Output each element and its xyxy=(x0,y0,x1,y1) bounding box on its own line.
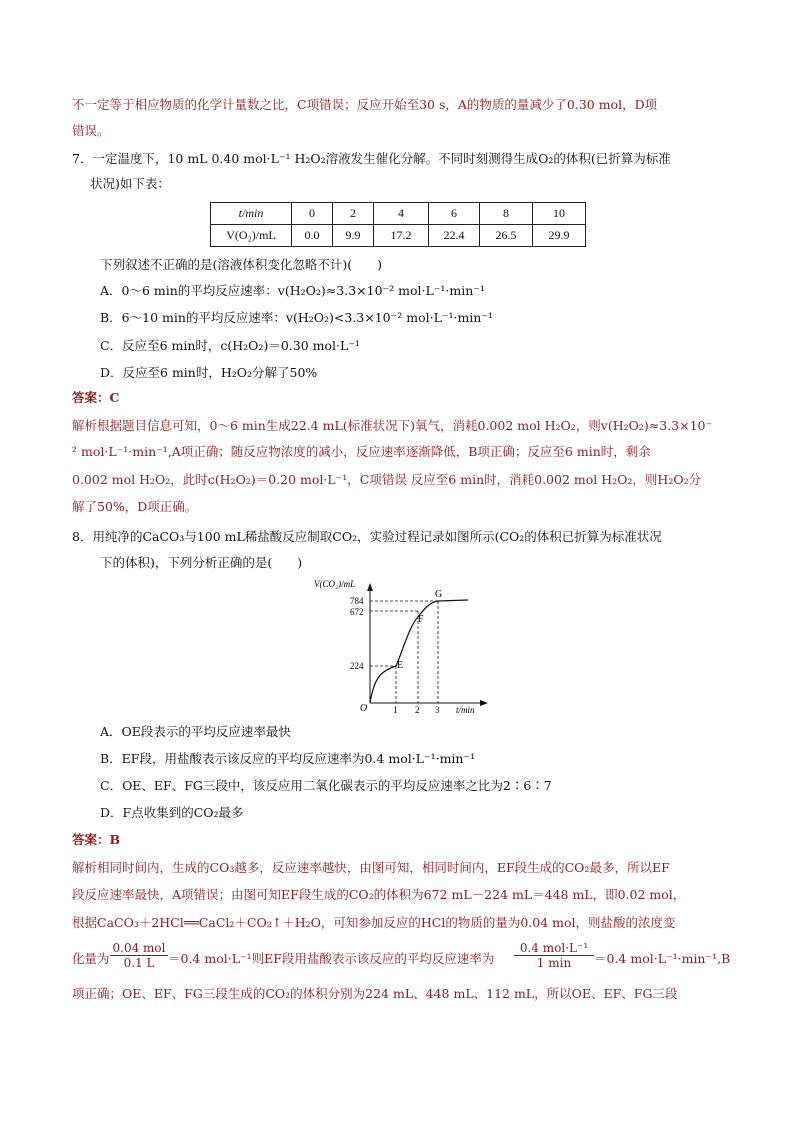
fraction-denominator: 0.1 L xyxy=(123,956,155,970)
table-row xyxy=(211,225,586,247)
q8-explanation-frac-prefix: 化量为 xyxy=(72,951,110,966)
q7-explanation-line: 0.002 mol H₂O₂，此时c(H₂O₂)＝0.20 mol·L⁻¹，C项错误 反应至6 min时，消耗0.002 mol H₂O₂，则H₂O₂分 xyxy=(72,472,702,487)
x-tick-3: 3 xyxy=(435,705,440,715)
q7-explanation-line: 解析根据题目信息可知，0～6 min生成22.4 mL(标准状况下)氧气，消耗0.002 mol H₂O₂，则v(H₂O₂)≈3.3×10⁻ xyxy=(72,418,713,433)
table-cell: 4 xyxy=(374,203,429,225)
origin-label: O xyxy=(360,703,368,714)
table-cell: 22.4 xyxy=(429,225,480,247)
q8-option-c: C．OE、EF、FG三段中，该反应用二氧化碳表示的平均反应速率之比为2∶6∶7 xyxy=(100,778,552,793)
point-f-label: F xyxy=(418,614,424,625)
fraction-numerator: 0.04 mol xyxy=(110,941,168,956)
table-cell: 0 xyxy=(292,203,333,225)
q8-option-a: A．OE段表示的平均反应速率最快 xyxy=(100,724,291,739)
fraction-hcl-concentration xyxy=(110,941,168,970)
fraction-rate xyxy=(514,941,594,970)
y-tick-672: 672 xyxy=(350,607,364,617)
table-row xyxy=(211,203,586,225)
q8-answer: 答案：B xyxy=(72,832,121,847)
table-cell: 8 xyxy=(480,203,533,225)
q7-option-a: A．0～6 min的平均反应速率：v(H₂O₂)≈3.3×10⁻² mol·L⁻¹·min⁻¹ xyxy=(100,283,485,298)
x-tick-1: 1 xyxy=(393,705,398,715)
table-cell: 2 xyxy=(333,203,374,225)
table-cell: 10 xyxy=(533,203,586,225)
q8-option-d: D．F点收集到的CO₂最多 xyxy=(100,805,244,820)
q8-explanation-line: 项正确；OE、EF、FG三段生成的CO₂的体积分别为224 mL、448 mL、112 mL，所以OE、EF、FG三段 xyxy=(72,986,678,1001)
q7-option-c: C．反应至6 min时，c(H₂O₂)＝0.30 mol·L⁻¹ xyxy=(100,338,360,353)
q7-prompt: 下列叙述不正确的是(溶液体积变化忽略不计)( ) xyxy=(100,257,383,272)
x-tick-2: 2 xyxy=(415,705,420,715)
y-axis-label: V(CO₂)/mL xyxy=(314,579,356,589)
fraction-numerator: 0.4 mol·L⁻¹ xyxy=(514,941,594,956)
table-cell: 9.9 xyxy=(333,225,374,247)
y-axis-arrow xyxy=(367,583,373,591)
table-cell: 6 xyxy=(429,203,480,225)
q8-option-b: B．EF段，用盐酸表示该反应的平均反应速率为0.4 mol·L⁻¹·min⁻¹ xyxy=(100,751,476,766)
q8-stem-cont: 下的体积)，下列分析正确的是( ) xyxy=(100,555,303,570)
q7-answer: 答案：C xyxy=(72,390,120,405)
y-tick-224: 224 xyxy=(350,661,364,671)
q7-stem: 7．一定温度下，10 mL 0.40 mol·L⁻¹ H₂O₂溶液发生催化分解。不同时刻测得生成O₂的体积(已折算为标准 xyxy=(72,151,671,166)
q8-explanation-frac-suffix: ＝0.4 mol·L⁻¹·min⁻¹,B xyxy=(594,951,731,966)
explanation-line: 不一定等于相应物质的化学计量数之比，C项错误；反应开始至30 s，A的物质的量减少了0.30 mol，D项 xyxy=(72,97,658,112)
table-cell: 17.2 xyxy=(374,225,429,247)
q8-explanation-line: 解析相同时间内，生成的CO₃越多，反应速率越快，由图可知，相同时间内，EF段生成的CO₂最多，所以EF xyxy=(72,860,670,875)
table-cell: 29.9 xyxy=(533,225,586,247)
q8-graph xyxy=(300,575,500,715)
q7-stem-cont: 状况)如下表： xyxy=(90,176,170,191)
q7-option-d: D．反应至6 min时，H₂O₂分解了50% xyxy=(100,365,318,380)
q8-explanation-line: 根据CaCO₃＋2HCl══CaCl₂＋CO₂↑＋H₂O，可知参加反应的HCl的物质的量为0.04 mol，则盐酸的浓度变 xyxy=(72,915,676,930)
point-e-label: E xyxy=(397,660,404,671)
q7-data-table xyxy=(210,202,586,247)
table-cell: V(O₂)/mL xyxy=(211,225,292,247)
table-cell: t/min xyxy=(211,203,292,225)
q7-explanation-line: ² mol·L⁻¹·min⁻¹,A项正确；随反应物浓度的减小，反应速率逐渐降低，B项正确；反应至6 min时，剩余 xyxy=(72,444,651,459)
q7-explanation-line: 解了50%，D项正确。 xyxy=(72,499,198,514)
q8-stem: 8．用纯净的CaCO₃与100 mL稀盐酸反应制取CO₂，实验过程记录如图所示(CO₂的体积已折算为标准状况 xyxy=(72,529,662,544)
table-cell: 26.5 xyxy=(480,225,533,247)
q8-explanation-frac-middle: ＝0.4 mol·L⁻¹则EF段用盐酸表示该反应的平均反应速率为 xyxy=(168,951,495,966)
point-g-label: G xyxy=(435,589,443,600)
y-tick-784: 784 xyxy=(350,596,364,606)
x-axis-label: t/min xyxy=(456,705,475,715)
q8-explanation-line: 段反应速率最快，A项错误；由图可知EF段生成的CO₂的体积为672 mL－224 mL＝448 mL，即0.02 mol， xyxy=(72,887,686,902)
fraction-denominator: 1 min xyxy=(536,956,572,970)
explanation-line: 错误。 xyxy=(72,123,110,138)
table-cell: 0.0 xyxy=(292,225,333,247)
x-axis-arrow xyxy=(480,700,488,706)
q7-option-b: B．6～10 min的平均反应速率：v(H₂O₂)<3.3×10⁻² mol·L⁻¹·min⁻¹ xyxy=(100,310,493,325)
